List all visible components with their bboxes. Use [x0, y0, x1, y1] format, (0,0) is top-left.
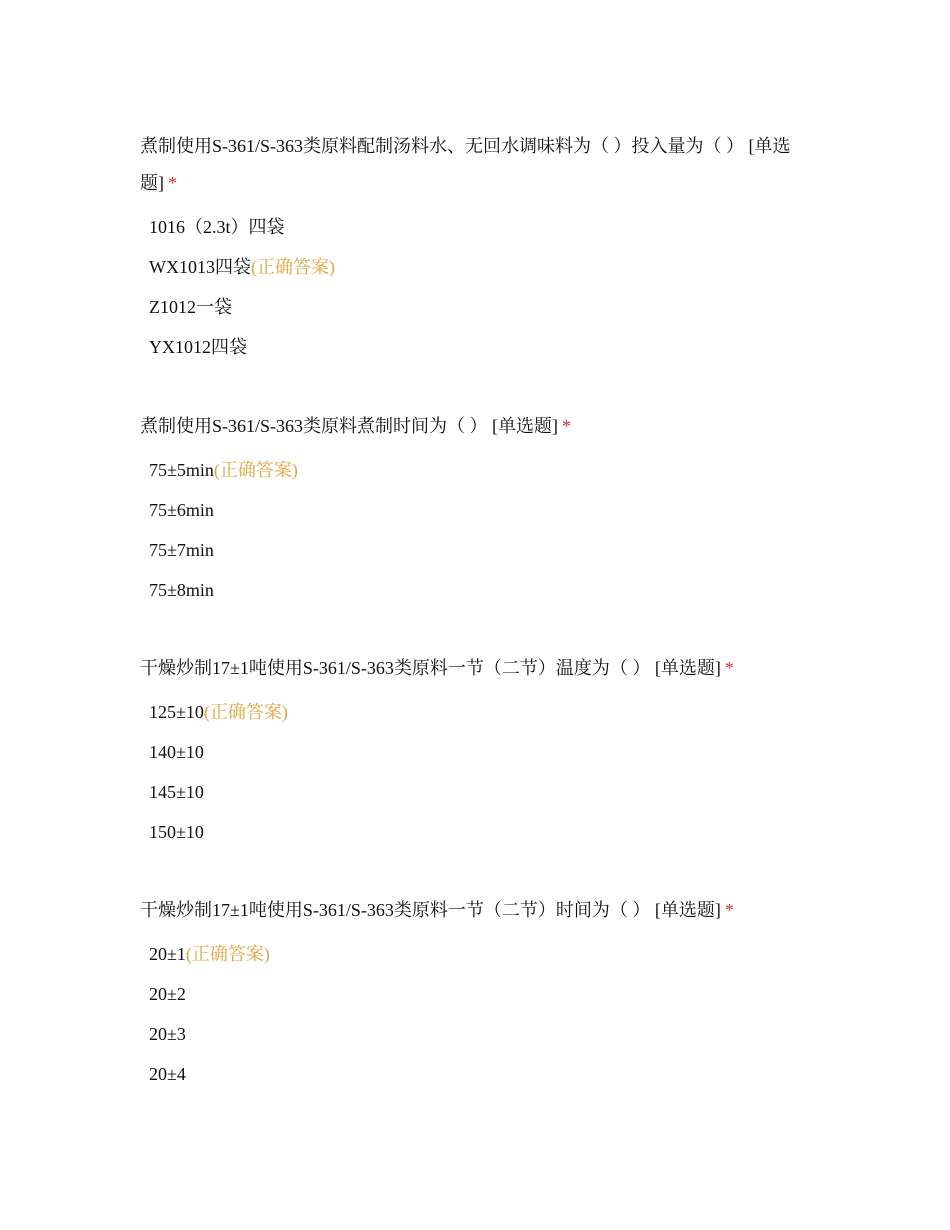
- option-item[interactable]: [140, 772, 820, 812]
- option-item[interactable]: [140, 450, 820, 490]
- question-title-text: 干燥炒制17±1吨使用S-361/S-363类原料一节（二节）温度为（ ） [单选题]: [140, 658, 721, 678]
- question-title-text: 煮制使用S-361/S-363类原料煮制时间为（ ） [单选题]: [140, 416, 558, 436]
- question-1: [140, 128, 820, 367]
- correct-answer-tag: (正确答案): [185, 944, 270, 964]
- option-item[interactable]: [140, 732, 820, 772]
- option-item[interactable]: [140, 530, 820, 570]
- option-text: 20±3: [149, 1024, 186, 1044]
- option-text: 150±10: [149, 822, 204, 842]
- option-item[interactable]: [140, 974, 820, 1014]
- option-text: 20±1: [149, 944, 186, 964]
- question-title: [140, 650, 820, 687]
- option-item[interactable]: [140, 207, 820, 247]
- option-text: 75±7min: [149, 540, 214, 560]
- question-title: [140, 128, 820, 202]
- option-text: Z1012一袋: [149, 297, 232, 317]
- required-mark: *: [168, 173, 177, 193]
- option-item[interactable]: [140, 692, 820, 732]
- option-item[interactable]: [140, 490, 820, 530]
- option-item[interactable]: [140, 1054, 820, 1094]
- option-item[interactable]: [140, 327, 820, 367]
- correct-answer-tag: (正确答案): [213, 460, 298, 480]
- option-item[interactable]: [140, 812, 820, 852]
- question-title-text: 煮制使用S-361/S-363类原料配制汤料水、无回水调味料为（ ）投入量为（ ） [单选题]: [140, 136, 791, 193]
- option-list: [140, 692, 820, 852]
- option-list: [140, 934, 820, 1094]
- option-item[interactable]: [140, 570, 820, 610]
- question-title: [140, 408, 820, 445]
- option-text: 75±6min: [149, 500, 214, 520]
- correct-answer-tag: (正确答案): [203, 702, 288, 722]
- question-2: [140, 408, 820, 610]
- option-item[interactable]: [140, 1014, 820, 1054]
- correct-answer-tag: (正确答案): [251, 257, 335, 277]
- option-text: 140±10: [149, 742, 204, 762]
- option-list: [140, 207, 820, 367]
- option-text: YX1012四袋: [149, 337, 247, 357]
- option-text: WX1013四袋: [149, 257, 251, 277]
- option-text: 20±2: [149, 984, 186, 1004]
- required-mark: *: [724, 900, 734, 920]
- option-text: 20±4: [149, 1064, 186, 1084]
- option-text: 145±10: [149, 782, 204, 802]
- option-text: 125±10: [149, 702, 204, 722]
- option-item[interactable]: [140, 934, 820, 974]
- option-text: 75±5min: [149, 460, 214, 480]
- option-item[interactable]: [140, 247, 820, 287]
- option-text: 1016（2.3t）四袋: [149, 217, 285, 237]
- option-list: [140, 450, 820, 610]
- required-mark: *: [724, 658, 734, 678]
- question-title-text: 干燥炒制17±1吨使用S-361/S-363类原料一节（二节）时间为（ ） [单选题]: [140, 900, 721, 920]
- option-text: 75±8min: [149, 580, 214, 600]
- required-mark: *: [562, 416, 571, 436]
- question-3: [140, 650, 820, 852]
- option-item[interactable]: [140, 287, 820, 327]
- question-title: [140, 892, 820, 929]
- question-4: [140, 892, 820, 1094]
